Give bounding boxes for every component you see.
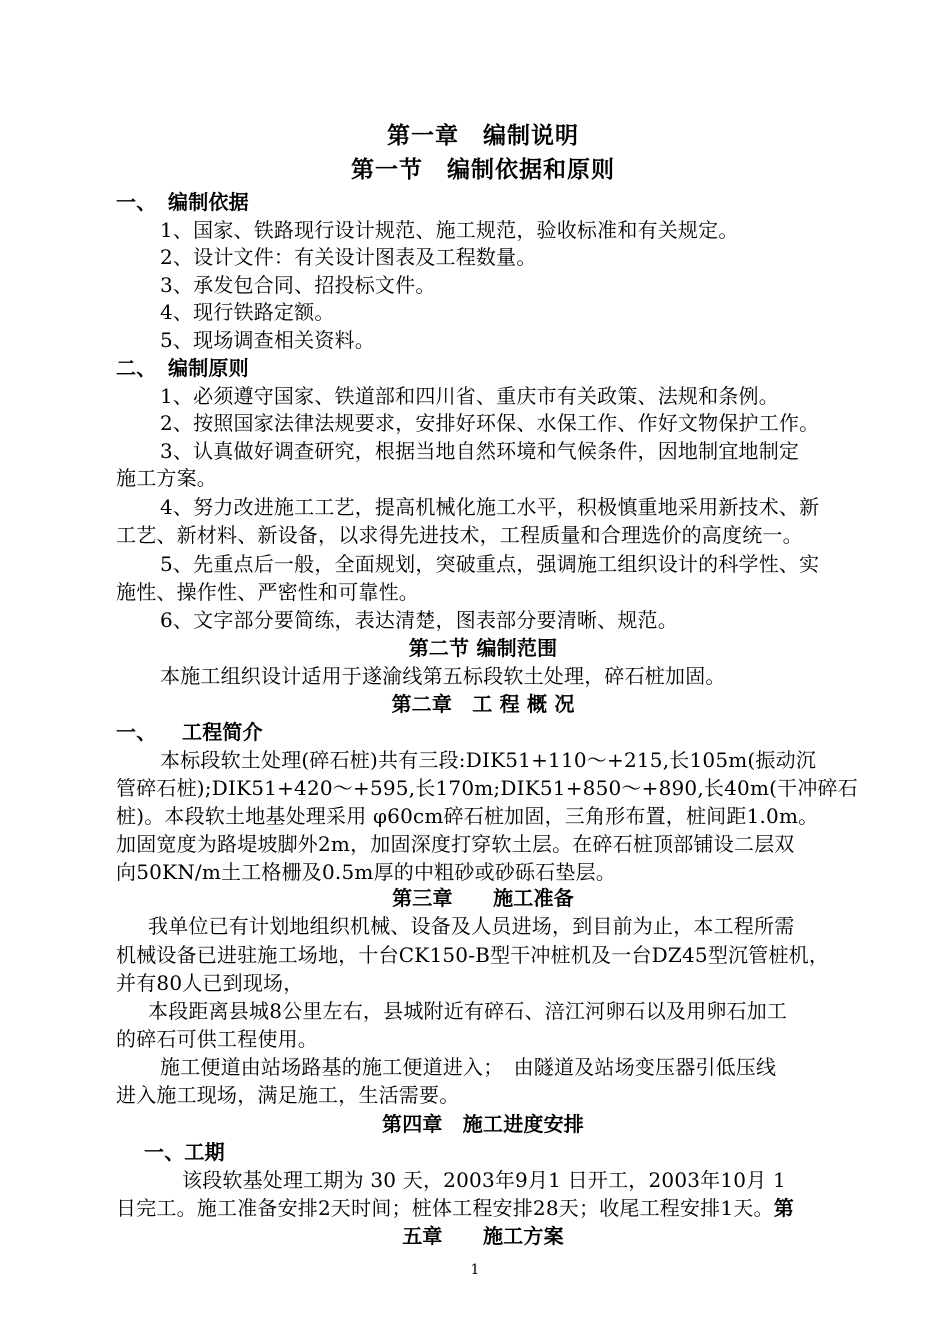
paragraph-line: 管碎石桩);DIK51+420～+595,长170m;DIK51+850～+890,长40m(干冲碎石: [116, 776, 858, 800]
list-item: 4、努力改进施工工艺，提高机械化施工水平，积极慎重地采用新技术、新: [160, 495, 820, 519]
chapter-4-title: 第四章 施工进度安排: [382, 1112, 584, 1136]
heading-number: 一、: [116, 190, 157, 214]
paragraph-line: 桩)。本段软土地基处理采用 φ60cm碎石桩加固，三角形布置，桩间距1.0m。: [116, 804, 819, 828]
list-item: 3、承发包合同、招投标文件。: [160, 273, 436, 297]
list-item-continuation: 施性、操作性、严密性和可靠性。: [116, 580, 419, 604]
chapter-5-title-start: 第: [773, 1196, 794, 1220]
heading-basis: [116, 188, 850, 216]
heading-label: 编制依据: [168, 190, 249, 214]
paragraph: 本施工组织设计适用于遂渝线第五标段软土处理，碎石桩加固。: [160, 664, 726, 688]
list-item: 5、先重点后一般，全面规划，突破重点，强调施工组织设计的科学性、实: [160, 552, 820, 576]
paragraph-text: 日完工。施工准备安排2天时间；桩体工程安排28天；收尾工程安排1天。: [116, 1196, 774, 1220]
paragraph-line: 我单位已有计划地组织机械、设备及人员进场，到目前为止，本工程所需: [148, 914, 795, 938]
list-item: 1、必须遵守国家、铁道部和四川省、重庆市有关政策、法规和条例。: [160, 384, 779, 408]
heading-schedule: 一、工期: [144, 1140, 225, 1164]
heading-number: 一、: [116, 720, 157, 744]
paragraph-line: 并有80人已到现场，: [116, 971, 304, 995]
page-number: 1: [470, 1262, 480, 1278]
list-item: 1、国家、铁路现行设计规范、施工规范，验收标准和有关规定。: [160, 218, 739, 242]
paragraph-line: 机械设备已进驻施工场地，十台CK150-B型干冲桩机及一台DZ45型沉管桩机，: [116, 943, 830, 967]
chapter-1-title: 第一章 编制说明: [387, 122, 579, 149]
chapter-3-title: 第三章 施工准备: [392, 886, 574, 910]
heading-principles: [116, 354, 850, 382]
heading-label: 工程简介: [182, 720, 263, 744]
heading-label: 编制原则: [168, 356, 249, 380]
list-item-continuation: 施工方案。: [116, 466, 217, 490]
list-item: 2、设计文件：有关设计图表及工程数量。: [160, 245, 537, 269]
section-1-title: 第一节 编制依据和原则: [351, 156, 615, 183]
paragraph-line: 该段软基处理工期为 30 天，2003年9月1 日开工，2003年10月 1: [182, 1168, 786, 1192]
paragraph-line: 本标段软土处理(碎石桩)共有三段:DIK51+110～+215,长105m(振动沉: [160, 748, 817, 772]
paragraph-line: 向50KN/m土工格栅及0.5m厚的中粗砂或砂砾石垫层。: [116, 860, 616, 884]
section-2-title: 第二节 编制范围: [408, 636, 558, 660]
chapter-2-title: 第二章 工 程 概 况: [391, 692, 575, 716]
list-item: 2、按照国家法律法规要求，安排好环保、水保工作、作好文物保护工作。: [160, 411, 820, 435]
list-item-continuation: 工艺、新材料、新设备，以求得先进技术，工程质量和合理选价的高度统一。: [116, 523, 803, 547]
paragraph-line: 加固宽度为路堤坡脚外2m，加固深度打穿软土层。在碎石桩顶部铺设二层双: [116, 832, 795, 856]
paragraph-line: [116, 1194, 850, 1222]
list-item: 6、文字部分要简练，表达清楚，图表部分要清晰、规范。: [160, 608, 678, 632]
chapter-5-title: 五章 施工方案: [402, 1224, 564, 1248]
paragraph-line: 进入施工现场，满足施工，生活需要。: [116, 1083, 460, 1107]
paragraph-line: 施工便道由站场路基的施工便道进入； 由隧道及站场变压器引低压线: [160, 1055, 777, 1079]
heading-number: 二、: [116, 356, 157, 380]
paragraph-line: 的碎石可供工程使用。: [116, 1027, 318, 1051]
list-item: 4、现行铁路定额。: [160, 300, 335, 324]
heading-overview: [116, 718, 850, 746]
list-item: 5、现场调查相关资料。: [160, 328, 375, 352]
list-item: 3、认真做好调查研究，根据当地自然环境和气候条件，因地制宜地制定: [160, 439, 800, 463]
paragraph-line: 本段距离县城8公里左右，县城附近有碎石、涪江河卵石以及用卵石加工: [148, 999, 788, 1023]
